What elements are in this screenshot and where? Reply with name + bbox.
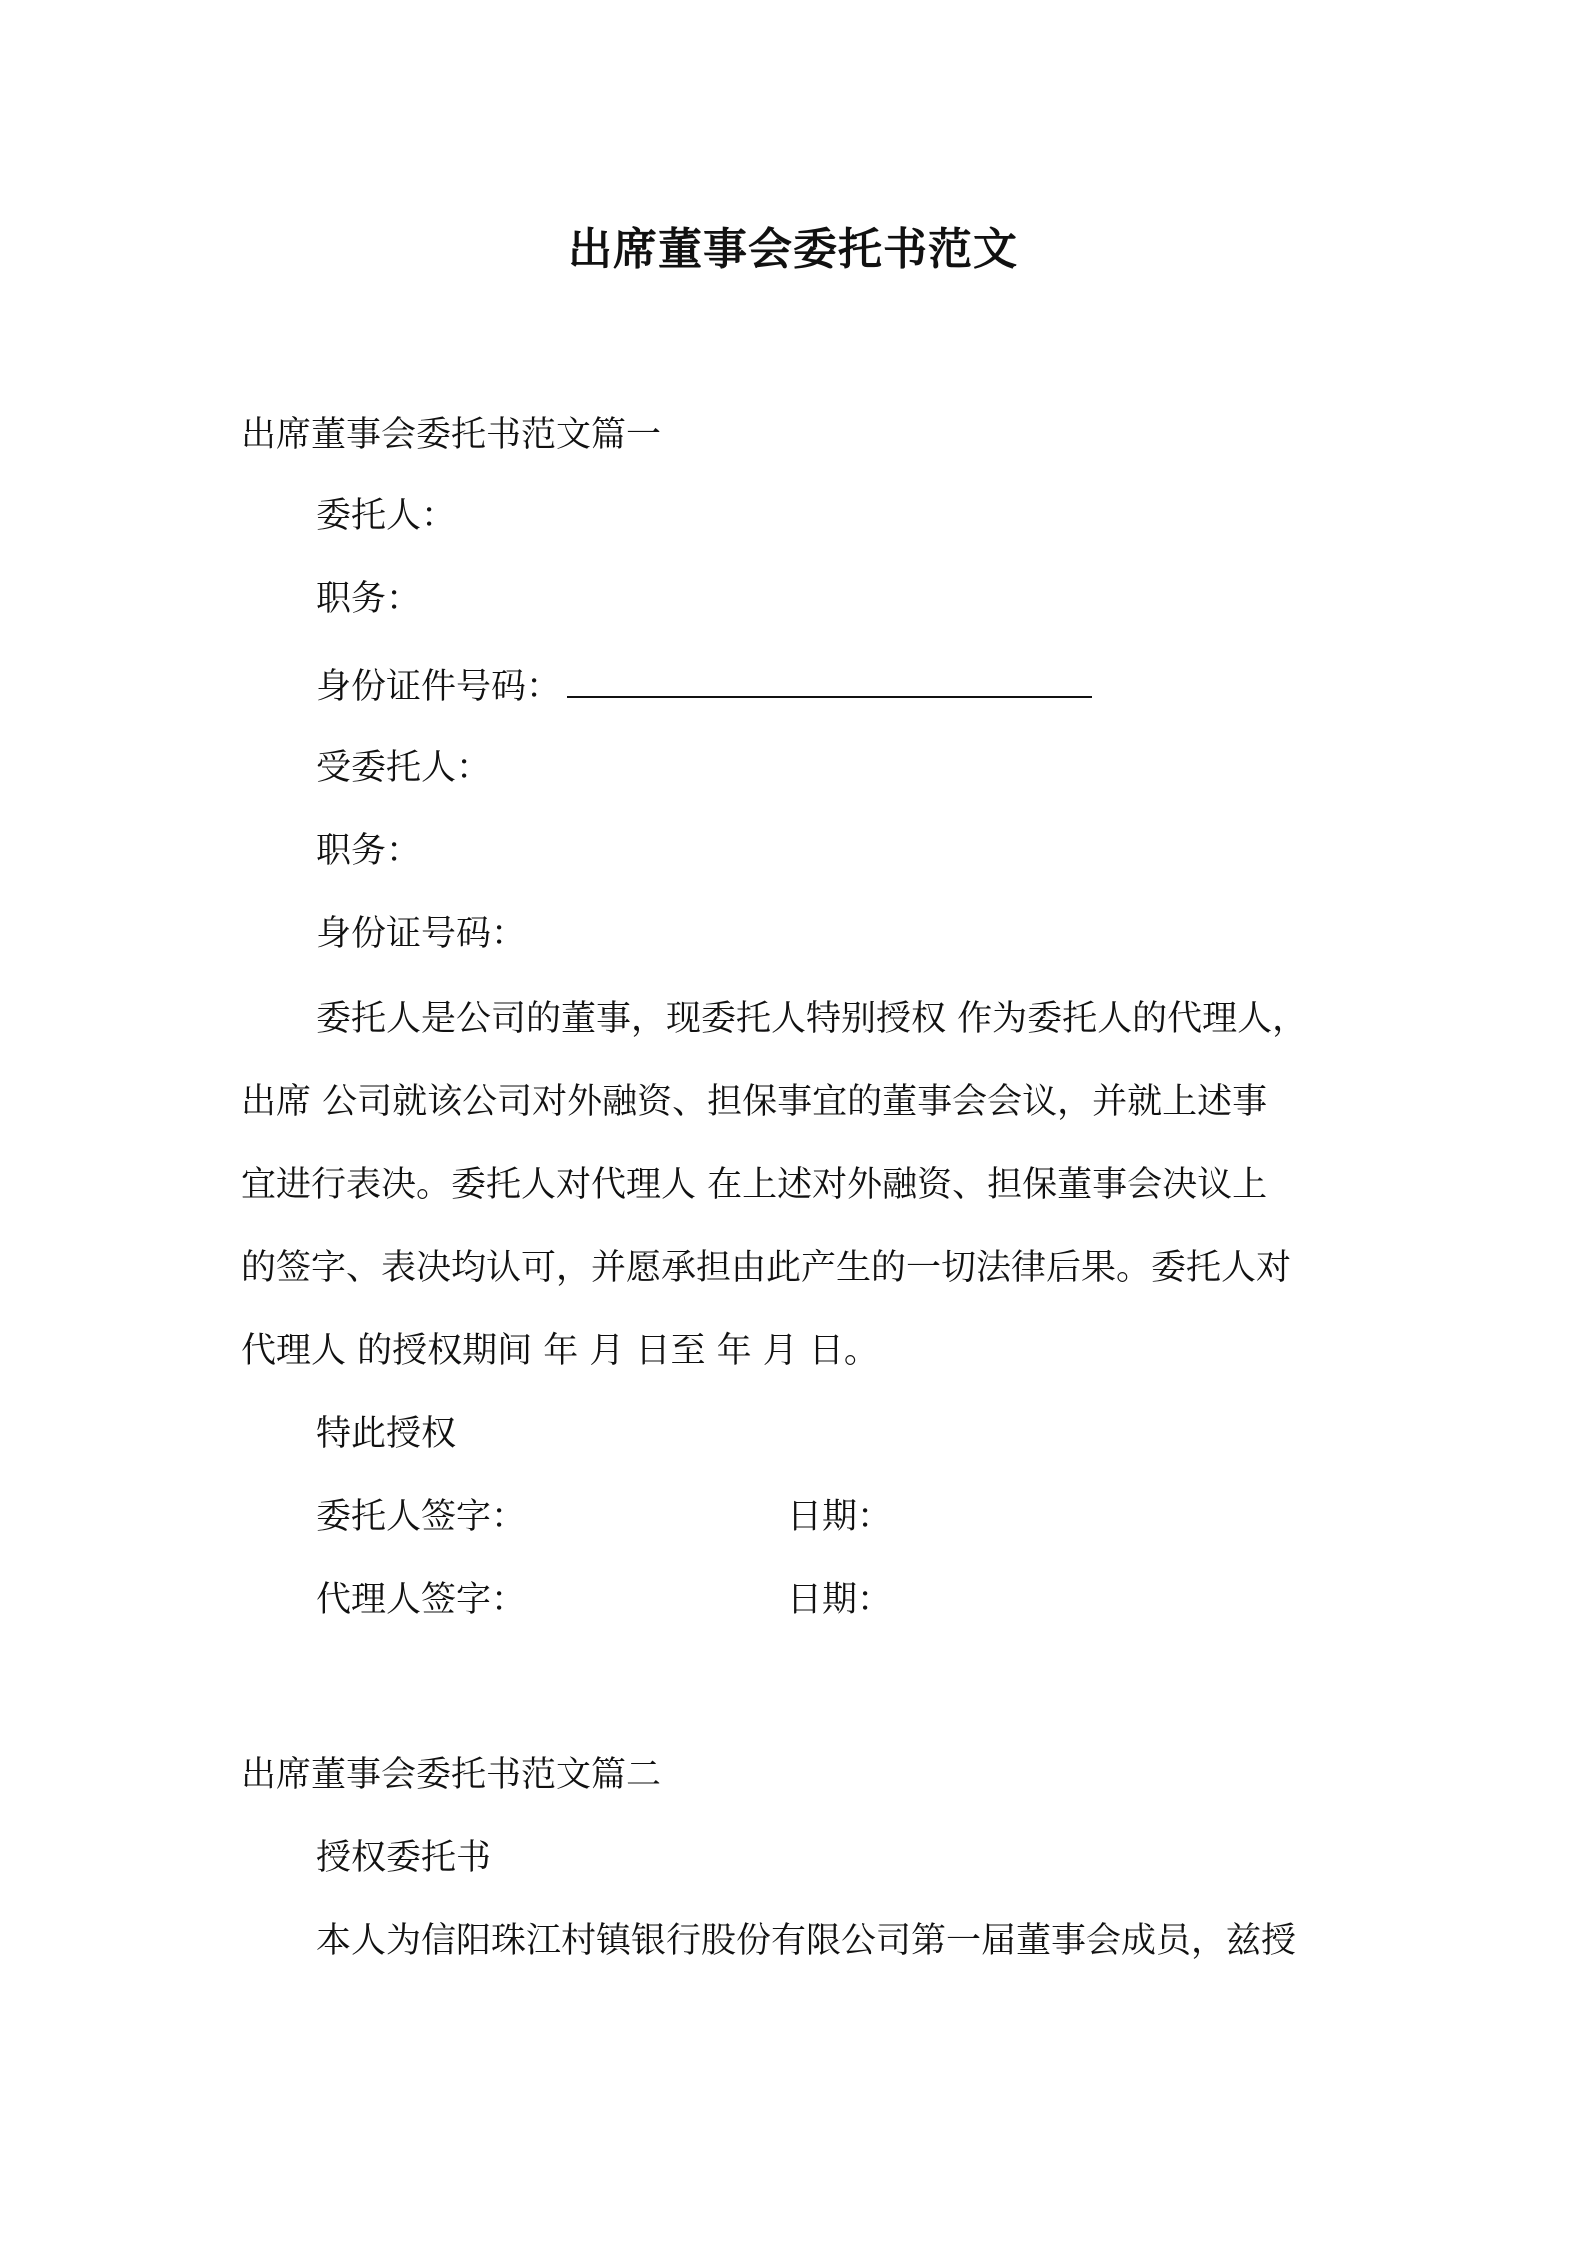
agent-label: 受委托人： (316, 748, 492, 788)
principal-id-label: 身份证件号码： (316, 667, 562, 707)
agent-position-label: 职务： (316, 831, 422, 871)
principal-id-row (316, 664, 1092, 710)
principal-position-label: 职务： (316, 579, 422, 619)
principal-signature-label: 委托人签字： (316, 1497, 527, 1537)
section-2-heading: 出席董事会委托书范文篇二 (241, 1755, 662, 1795)
date-label-1: 日期： (787, 1497, 893, 1537)
section-2-paragraph-line: 本人为信阳珠江村镇银行股份有限公司第一届董事会成员，兹授 (316, 1921, 1297, 1961)
principal-label: 委托人： (316, 496, 457, 536)
section-2-subheading: 授权委托书 (316, 1838, 492, 1878)
paragraph-line: 委托人是公司的董事，现委托人特别授权 作为委托人的代理人， (316, 999, 1308, 1039)
paragraph-line: 出席 公司就该公司对外融资、担保事宜的董事会会议，并就上述事 (241, 1082, 1268, 1122)
authorization-text: 特此授权 (316, 1414, 457, 1454)
section-1-heading: 出席董事会委托书范文篇一 (241, 415, 662, 455)
page-title: 出席董事会委托书范文 (568, 224, 1018, 275)
paragraph-line: 代理人 的授权期间 年 月 日至 年 月 日。 (241, 1331, 879, 1371)
principal-id-blank-line (567, 666, 1092, 698)
agent-signature-label: 代理人签字： (316, 1580, 527, 1620)
agent-id-label: 身份证号码： (316, 914, 527, 954)
paragraph-line: 的签字、表决均认可，并愿承担由此产生的一切法律后果。委托人对 (241, 1248, 1292, 1288)
paragraph-line: 宜进行表决。委托人对代理人 在上述对外融资、担保董事会决议上 (241, 1165, 1268, 1205)
date-label-2: 日期： (787, 1580, 893, 1620)
